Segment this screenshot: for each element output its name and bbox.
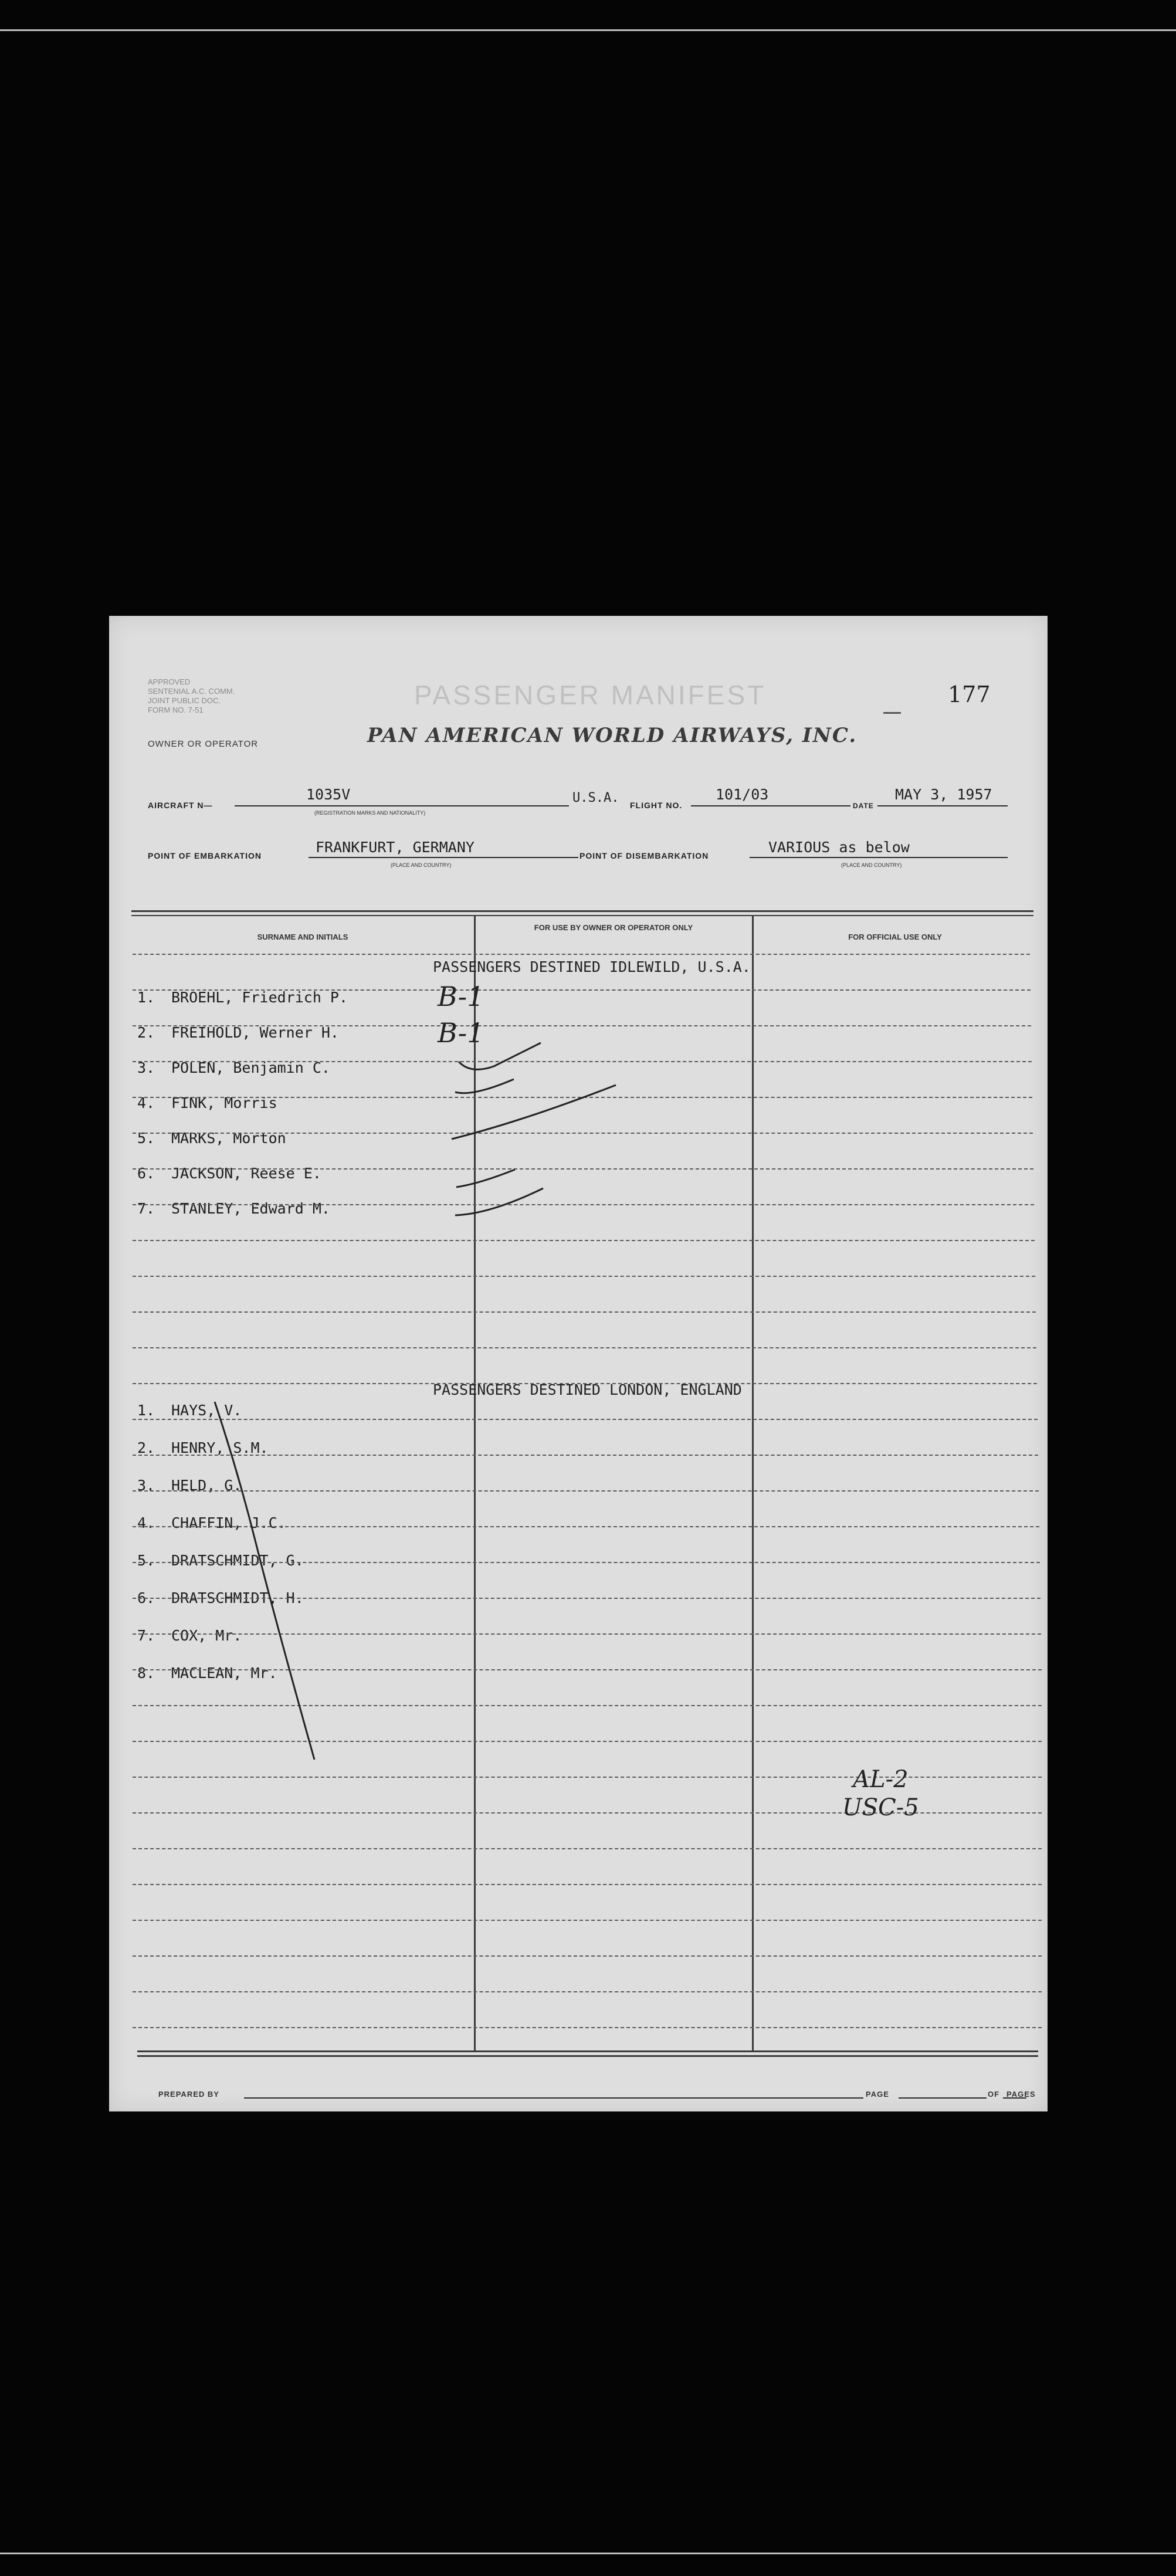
passenger-name: POLEN, Benjamin C.: [171, 1059, 330, 1076]
date-value: MAY 3, 1957: [895, 786, 992, 803]
passenger-number: 1.: [137, 989, 155, 1006]
section-heading-idlewild: PASSENGERS DESTINED IDLEWILD, U.S.A.: [433, 958, 751, 975]
stamp-line: FORM NO. 7-51: [148, 706, 204, 714]
airline-name: PAN AMERICAN WORLD AIRWAYS, INC.: [367, 724, 858, 747]
check-stroke: [455, 1079, 514, 1093]
embarkation-label: POINT OF EMBARKATION: [148, 851, 262, 860]
embarkation-value: FRANKFURT, GERMANY: [316, 839, 475, 856]
flight-label: FLIGHT NO.: [630, 801, 683, 810]
disembarkation-value: VARIOUS as below: [768, 839, 910, 856]
disembarkation-label: POINT OF DISEMBARKATION: [579, 851, 709, 860]
manifest-sheet: [109, 616, 1048, 2111]
aircraft-value: 1035V: [306, 786, 351, 803]
passenger-name: JACKSON, Reese E.: [171, 1165, 321, 1182]
prepared-by-label: PREPARED BY: [158, 2090, 219, 2099]
passenger-name: FREIHOLD, Werner H.: [171, 1024, 339, 1041]
passenger-number: 5.: [137, 1130, 155, 1147]
manifest-title: PASSENGER MANIFEST: [414, 680, 767, 710]
passenger-name: DRATSCHMIDT, G.: [171, 1552, 304, 1569]
handwritten-note-line: AL-2: [853, 1766, 909, 1793]
handwritten-mark: B-1: [438, 1017, 484, 1049]
passenger-number: 2.: [137, 1439, 155, 1456]
table-bottom-rule-2: [137, 2055, 1038, 2057]
owner-label: OWNER OR OPERATOR: [148, 739, 259, 749]
passenger-number: 6.: [137, 1165, 155, 1182]
passenger-number: 2.: [137, 1024, 155, 1041]
of-label: OF: [988, 2090, 1000, 2099]
handwritten-note-line: USC-5: [842, 1794, 919, 1821]
stamp-line: SENTENIAL A.C. COMM.: [148, 687, 235, 696]
passenger-name: FINK, Morris: [171, 1094, 277, 1111]
flight-value: 101/03: [716, 786, 769, 803]
check-stroke: [459, 1043, 541, 1069]
country-value: U.S.A.: [572, 791, 619, 805]
pages-label: PAGES: [1006, 2090, 1036, 2099]
passenger-name: DRATSCHMIDT, H.: [171, 1589, 304, 1606]
passenger-name: CHAFFIN, J.C.: [171, 1514, 286, 1531]
passenger-name: COX, Mr.: [171, 1627, 242, 1644]
check-stroke: [452, 1085, 616, 1139]
film-edge-bottom: [0, 2553, 1176, 2554]
passenger-number: 4.: [137, 1094, 155, 1111]
handwritten-mark: B-1: [438, 981, 484, 1012]
page-label: PAGE: [866, 2090, 889, 2099]
passenger-name: HELD, G.: [171, 1477, 242, 1494]
passenger-number: 8.: [137, 1665, 155, 1682]
stamp-line: JOINT PUBLIC DOC.: [148, 696, 221, 705]
page-number: 177: [948, 682, 991, 707]
pen-stroke: [215, 1402, 314, 1760]
registration-sub: (REGISTRATION MARKS AND NATIONALITY): [314, 810, 426, 816]
handwritten-checkmarks: [109, 616, 1048, 2111]
embarkation-sub: (PLACE AND COUNTRY): [391, 862, 452, 868]
check-stroke: [455, 1188, 543, 1215]
column-header-owner: FOR USE BY OWNER OR OPERATOR ONLY: [534, 923, 693, 932]
passenger-name: HAYS, V.: [171, 1402, 242, 1419]
passenger-name: HENRY, S.M.: [171, 1439, 269, 1456]
check-stroke: [456, 1170, 515, 1187]
passenger-number: 5.: [137, 1552, 155, 1569]
passenger-name: MACLEAN, Mr.: [171, 1665, 277, 1682]
passenger-number: 1.: [137, 1402, 155, 1419]
section-heading-london: PASSENGERS DESTINED LONDON, ENGLAND: [433, 1381, 742, 1398]
table-bottom-rule: [137, 2050, 1038, 2052]
passenger-name: STANLEY, Edward M.: [171, 1200, 330, 1217]
handwritten-note: [842, 1765, 919, 1822]
passenger-number: 7.: [137, 1627, 155, 1644]
passenger-name: MARKS, Morton: [171, 1130, 286, 1147]
passenger-number: 7.: [137, 1200, 155, 1217]
passenger-number: 3.: [137, 1477, 155, 1494]
stamp-line: APPROVED: [148, 677, 191, 686]
disembarkation-sub: (PLACE AND COUNTRY): [841, 862, 902, 868]
aircraft-label: AIRCRAFT N—: [148, 801, 213, 810]
date-label: DATE: [853, 802, 874, 810]
passenger-name: BROEHL, Friedrich P.: [171, 989, 348, 1006]
column-header-surname: SURNAME AND INITIALS: [257, 933, 348, 941]
film-edge-top: [0, 29, 1176, 31]
passenger-number: 6.: [137, 1589, 155, 1606]
prepared-by-rule: [244, 2097, 863, 2099]
passenger-number: 3.: [137, 1059, 155, 1076]
column-header-official: FOR OFFICIAL USE ONLY: [848, 933, 942, 941]
passenger-number: 4.: [137, 1514, 155, 1531]
page-rule: [899, 2097, 987, 2099]
